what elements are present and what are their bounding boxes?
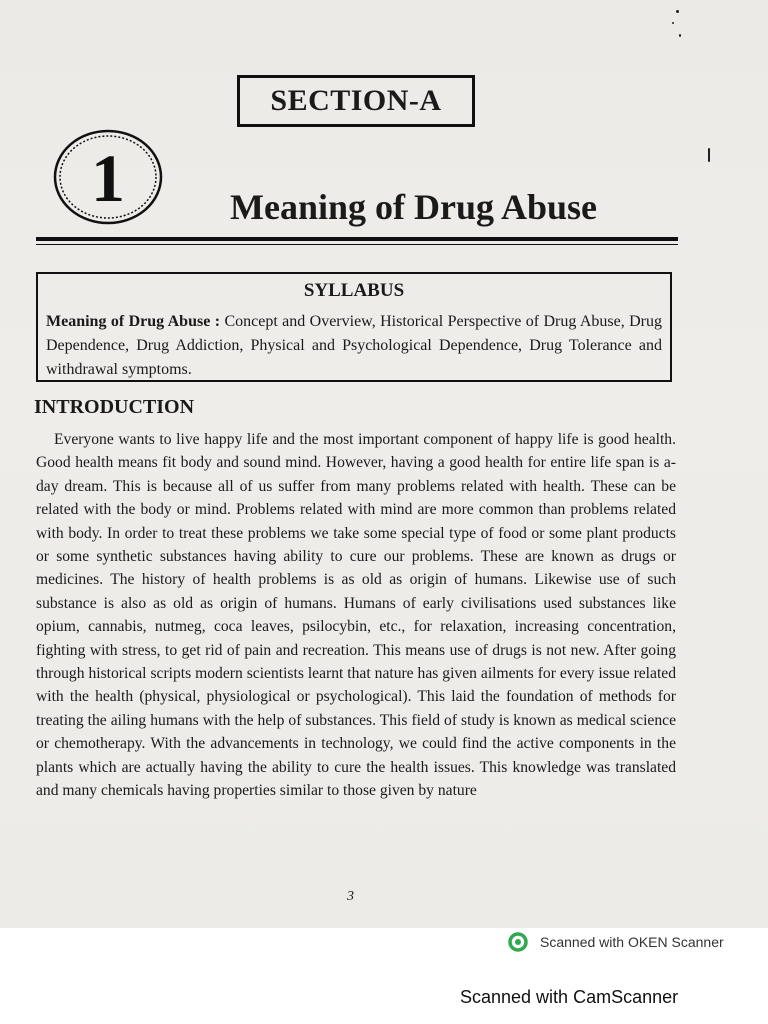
scan-speck: [676, 10, 679, 13]
section-label: SECTION-A: [270, 84, 442, 117]
syllabus-topics: Concept and Overview, Historical Perspective of Drug Abuse, Drug Dependence, Drug Addiction, Physical and Psychological Dependence, Drug Tolerance and withdrawal symptoms.: [46, 313, 663, 378]
oken-scanner-watermark: [508, 932, 724, 952]
introduction-paragraph: Everyone wants to live happy life and the most important component of happy life is good health. Good health means fit body and sound mind. However, having a good health for entire life span is a-day dream. This is because all of us suffer from many problems related with health. These can be related with the body or mind. Problems related with mind are more common than problems related with body. In order to treat these problems we take some special type of food or some plant products or some synthetic substances having ability to cure our problems. These are known as drugs or medicines. The history of health problems is as old as origin of humans. Likewise use of such substance is also as old as origin of humans. Humans of early civilisations used substances like opium, cannabis, nutmeg, coca leaves, psilocybin, etc., for relaxation, increasing concentration, fighting with stress, to get rid of pain and recreation. This means use of drugs is not new. After going through historical scripts modern scientists learnt that nature has given ailments for every issue related with the health (physical, physiological or psychological). This laid the foundation of methods for treating the ailing humans with the help of substances. This field of study is known as medical science or chemotherapy. With the advancements in technology, we could find the active components in the plants which are actually having the ability to cure the health issues. This knowledge was translated and many chemicals having properties similar to those given by nature: [36, 431, 676, 800]
scan-speck: [672, 22, 674, 24]
camscanner-watermark: Scanned with CamScanner: [460, 987, 679, 1007]
introduction-heading: INTRODUCTION: [34, 396, 195, 418]
oken-logo-icon: [508, 932, 534, 952]
syllabus-box: [36, 272, 672, 382]
title-rule-thin: [36, 244, 678, 245]
chapter-number-badge: [52, 128, 164, 226]
syllabus-heading: SYLLABUS: [303, 280, 405, 301]
scan-speck: [679, 34, 681, 37]
syllabus-lead: Meaning of Drug Abuse :: [46, 313, 221, 330]
chapter-title: Meaning of Drug Abuse: [230, 187, 598, 227]
title-rule-thick: [36, 237, 678, 241]
scan-speck: [708, 148, 710, 162]
syllabus-text: [46, 310, 662, 382]
oken-watermark-text: Scanned with OKEN Scanner: [540, 934, 724, 950]
section-heading-box: [237, 75, 475, 127]
page-number: 3: [347, 889, 354, 904]
chapter-number: 1: [91, 140, 125, 216]
